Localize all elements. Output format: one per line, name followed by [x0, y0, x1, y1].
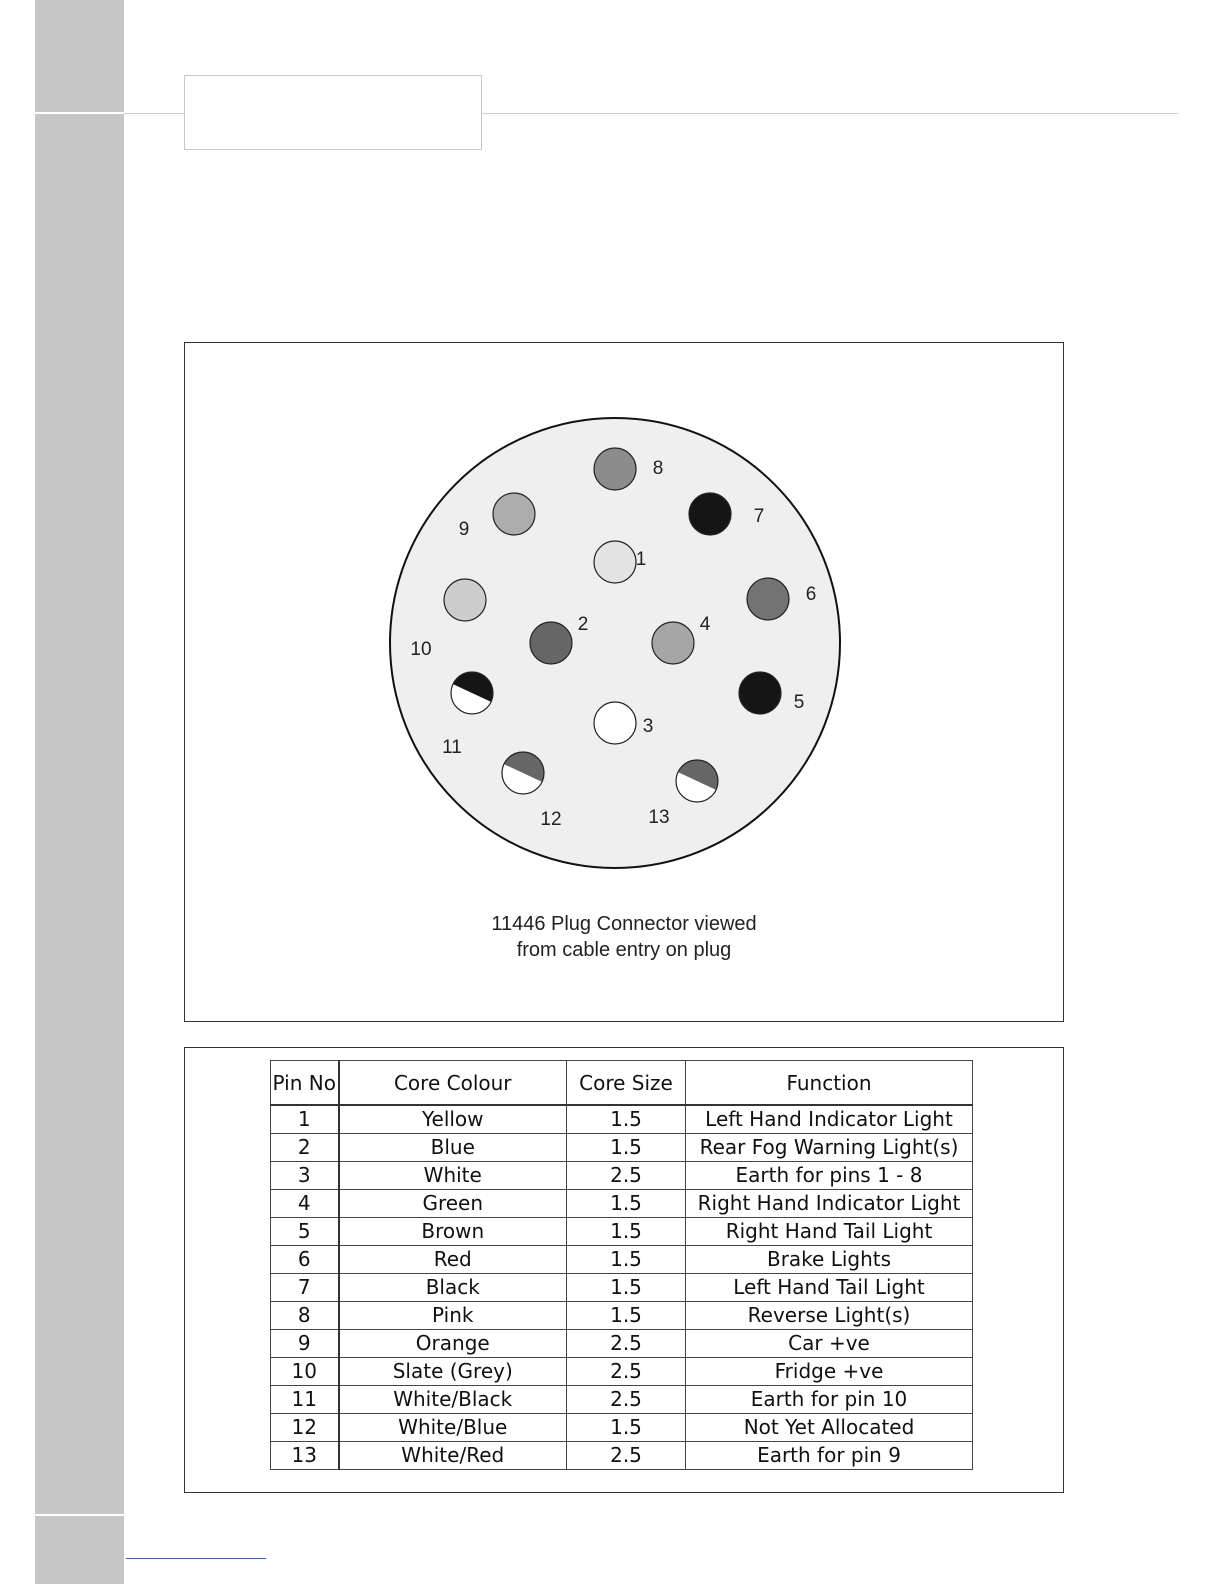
sidebar-strip: [35, 0, 124, 1584]
cell-core-size: 1.5: [567, 1218, 686, 1246]
cell-core-size: 1.5: [567, 1190, 686, 1218]
pin-1-contact: [594, 541, 636, 583]
cell-core-colour: Red: [339, 1246, 567, 1274]
cell-function: Rear Fog Warning Light(s): [686, 1134, 973, 1162]
caption-line-1: 11446 Plug Connector viewed: [491, 913, 757, 935]
cell-core-colour: Brown: [339, 1218, 567, 1246]
header-core-colour: Core Colour: [339, 1061, 567, 1106]
cell-pin-no: 1: [271, 1105, 339, 1134]
cell-function: Earth for pins 1 - 8: [686, 1162, 973, 1190]
table-row: [271, 1302, 973, 1330]
table-row: [271, 1386, 973, 1414]
table-row: [271, 1414, 973, 1442]
cell-core-colour: White: [339, 1162, 567, 1190]
cell-function: Brake Lights: [686, 1246, 973, 1274]
cell-pin-no: 2: [271, 1134, 339, 1162]
cell-function: Right Hand Indicator Light: [686, 1190, 973, 1218]
cell-function: Fridge +ve: [686, 1358, 973, 1386]
pin-8-label: 8: [652, 458, 664, 480]
table-row: [271, 1218, 973, 1246]
cell-function: Left Hand Indicator Light: [686, 1105, 973, 1134]
cell-core-colour: Green: [339, 1190, 567, 1218]
pin-3-contact: [594, 702, 636, 744]
cell-core-size: 2.5: [567, 1358, 686, 1386]
table-row: [271, 1162, 973, 1190]
pin-6-label: 6: [805, 584, 817, 606]
cell-core-size: 1.5: [567, 1134, 686, 1162]
cell-core-colour: White/Red: [339, 1442, 567, 1470]
pin-10-contact: [444, 579, 486, 621]
header-box: [184, 75, 482, 150]
pin-3-label: 3: [642, 716, 654, 738]
footer-link-underline[interactable]: [126, 1558, 266, 1559]
pin-12-contact: [502, 752, 544, 794]
cell-pin-no: 12: [271, 1414, 339, 1442]
cell-core-size: 2.5: [567, 1442, 686, 1470]
table-row: [271, 1330, 973, 1358]
pin-7-contact: [689, 493, 731, 535]
cell-core-size: 1.5: [567, 1414, 686, 1442]
cell-function: Car +ve: [686, 1330, 973, 1358]
pin-8-contact: [594, 448, 636, 490]
cell-pin-no: 13: [271, 1442, 339, 1470]
pin-5-label: 5: [793, 692, 805, 714]
cell-pin-no: 11: [271, 1386, 339, 1414]
header-pin-no: Pin No: [271, 1061, 339, 1106]
cell-core-size: 1.5: [567, 1274, 686, 1302]
cell-pin-no: 7: [271, 1274, 339, 1302]
table-header-row: [271, 1061, 973, 1106]
table-row: [271, 1442, 973, 1470]
pin-10-label: 10: [410, 639, 432, 661]
pin-13-contact: [676, 760, 718, 802]
cell-pin-no: 10: [271, 1358, 339, 1386]
pin-12-label: 12: [540, 809, 562, 831]
table-row: [271, 1105, 973, 1134]
cell-function: Earth for pin 9: [686, 1442, 973, 1470]
table-row: [271, 1246, 973, 1274]
plug-diagram-panel: [184, 342, 1064, 1022]
cell-pin-no: 5: [271, 1218, 339, 1246]
table-row: [271, 1134, 973, 1162]
cell-core-colour: Blue: [339, 1134, 567, 1162]
pin-11-label: 11: [442, 737, 462, 759]
pin-5-contact: [739, 672, 781, 714]
cell-core-colour: Yellow: [339, 1105, 567, 1134]
cell-core-colour: Pink: [339, 1302, 567, 1330]
pin-13-label: 13: [648, 807, 670, 829]
pin-9-label: 9: [458, 519, 470, 541]
cell-function: Earth for pin 10: [686, 1386, 973, 1414]
table-row: [271, 1358, 973, 1386]
cell-core-colour: Orange: [339, 1330, 567, 1358]
header-core-size: Core Size: [567, 1061, 686, 1106]
cell-core-colour: White/Blue: [339, 1414, 567, 1442]
pin-2-contact: [530, 622, 572, 664]
cell-function: Reverse Light(s): [686, 1302, 973, 1330]
caption-line-2: from cable entry on plug: [516, 939, 732, 961]
pin-2-label: 2: [577, 614, 589, 636]
cell-core-size: 2.5: [567, 1330, 686, 1358]
pin-4-label: 4: [699, 614, 711, 636]
cell-core-size: 1.5: [567, 1246, 686, 1274]
pin-9-contact: [493, 493, 535, 535]
pin-11-contact: [451, 672, 493, 714]
sidebar-divider-top: [35, 112, 124, 114]
cell-function: Right Hand Tail Light: [686, 1218, 973, 1246]
table-row: [271, 1274, 973, 1302]
cell-core-size: 2.5: [567, 1162, 686, 1190]
cell-core-colour: Black: [339, 1274, 567, 1302]
diagram-caption: [185, 911, 1063, 963]
pin-6-contact: [747, 578, 789, 620]
sidebar-divider-bottom: [35, 1514, 124, 1516]
cell-pin-no: 8: [271, 1302, 339, 1330]
pin-table-panel: [184, 1047, 1064, 1493]
cell-function: Left Hand Tail Light: [686, 1274, 973, 1302]
pin-7-label: 7: [753, 506, 765, 528]
cell-pin-no: 9: [271, 1330, 339, 1358]
pin-4-contact: [652, 622, 694, 664]
table-row: [271, 1190, 973, 1218]
header-function: Function: [686, 1061, 973, 1106]
cell-core-size: 1.5: [567, 1105, 686, 1134]
cell-pin-no: 6: [271, 1246, 339, 1274]
cell-core-size: 1.5: [567, 1302, 686, 1330]
pin-1-label: 1: [635, 549, 647, 571]
pin-table: [270, 1060, 973, 1470]
cell-pin-no: 3: [271, 1162, 339, 1190]
cell-core-colour: Slate (Grey): [339, 1358, 567, 1386]
cell-pin-no: 4: [271, 1190, 339, 1218]
cell-core-size: 2.5: [567, 1386, 686, 1414]
cell-core-colour: White/Black: [339, 1386, 567, 1414]
cell-function: Not Yet Allocated: [686, 1414, 973, 1442]
